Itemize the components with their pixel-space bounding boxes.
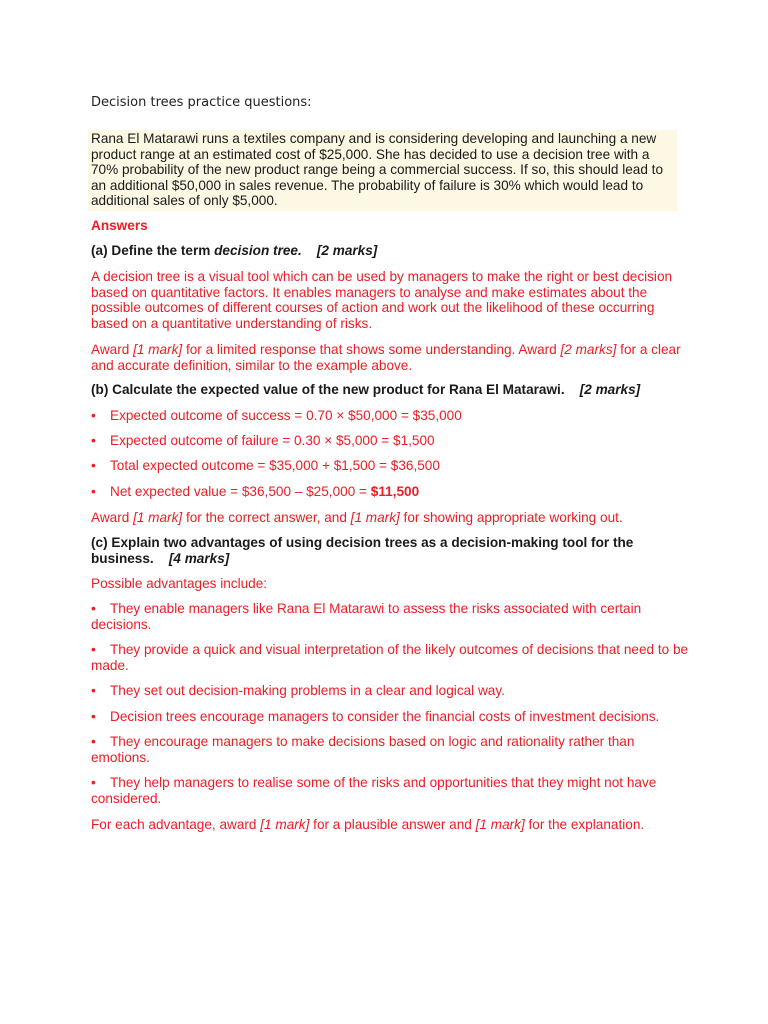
answers-heading: Answers: [91, 218, 148, 233]
list-item-text: They provide a quick and visual interpretation of the likely outcomes of decisions that need to be made.: [91, 642, 689, 673]
question-c-line2: [91, 551, 691, 567]
list-item-text: Total expected outcome = $35,000 + $1,500 = $36,500: [110, 458, 440, 473]
bullet-icon: •: [91, 734, 96, 749]
bullet-icon: •: [91, 775, 96, 790]
question-c-line2-text: business.: [91, 551, 154, 566]
page-title: Decision trees practice questions:: [91, 95, 312, 110]
net-value: $11,500: [370, 484, 420, 499]
award-a-mark2: [2 marks]: [560, 342, 617, 357]
award-a-text2: for a limited response that shows some understanding. Award: [182, 342, 561, 357]
bullet-icon: •: [91, 433, 96, 448]
list-item: [91, 408, 691, 424]
list-item: [91, 433, 691, 449]
award-c-text1: For each advantage, award: [91, 817, 261, 832]
award-a-mark1: [1 mark]: [133, 342, 183, 357]
list-item-text: They set out decision-making problems in a clear and logical way.: [110, 683, 505, 698]
award-c: [91, 817, 691, 833]
question-c-line1: (c) Explain two advantages of using decision trees as a decision-making tool for the: [91, 535, 634, 550]
award-b-text3: for showing appropriate working out.: [399, 510, 623, 525]
bullet-icon: •: [91, 601, 96, 616]
bullet-icon: •: [91, 683, 96, 698]
question-a-marks: [2 marks]: [316, 243, 378, 258]
list-item-text: Expected outcome of failure = 0.30 × $5,000 = $1,500: [110, 433, 435, 448]
award-b-mark1: [1 mark]: [133, 510, 183, 525]
award-c-text2: for a plausible answer and: [309, 817, 476, 832]
question-c-marks: [4 marks]: [168, 551, 230, 566]
bullet-icon: •: [91, 484, 96, 499]
award-a: [91, 342, 691, 373]
list-item: [91, 683, 691, 699]
list-item-text: They enable managers like Rana El Matarawi to assess the risks associated with certain decisions.: [91, 601, 642, 632]
list-item-text: Decision trees encourage managers to consider the financial costs of investment decisions.: [110, 709, 660, 724]
award-b: [91, 510, 691, 526]
list-item: [91, 484, 691, 500]
list-item: [91, 775, 691, 806]
question-b-marks: [2 marks]: [579, 382, 641, 397]
award-b-text1: Award: [91, 510, 134, 525]
award-c-text3: for the explanation.: [524, 817, 645, 832]
bullet-icon: •: [91, 709, 96, 724]
question-c: [91, 535, 691, 567]
bullet-icon: •: [91, 408, 96, 423]
award-a-text1: Award: [91, 342, 134, 357]
list-item-text: Expected outcome of success = 0.70 × $50,000 = $35,000: [110, 408, 462, 423]
award-c-mark1: [1 mark]: [260, 817, 310, 832]
question-a-term: decision tree.: [214, 243, 302, 258]
list-item-text: They help managers to realise some of the risks and opportunities that they might not have considered.: [91, 775, 657, 806]
list-item: [91, 601, 691, 632]
award-a-text3: for a clear and accurate definition, similar to the example above.: [91, 342, 681, 373]
list-item-text: They encourage managers to make decisions based on logic and rationality rather than emotions.: [91, 734, 635, 765]
question-a-prefix: (a) Define the term: [91, 243, 215, 258]
list-item: [91, 458, 691, 474]
award-b-mark2: [1 mark]: [350, 510, 400, 525]
list-item: [91, 709, 691, 725]
bullet-icon: •: [91, 642, 96, 657]
list-item-text: Net expected value = $36,500 – $25,000 =: [110, 484, 371, 499]
list-item: [91, 642, 691, 673]
bullet-icon: •: [91, 458, 96, 473]
advantages-intro: Possible advantages include:: [91, 576, 268, 591]
question-b: [91, 382, 640, 398]
award-b-text2: for the correct answer, and: [182, 510, 351, 525]
list-item: [91, 734, 691, 765]
scenario-text: Rana El Matarawi runs a textiles company and is considering developing and launching a new product range at an estimated cost of $25,000. She has decided to use a decision tree with a 70% probability of the new product range being a commercial success. If so, this should lead to an additional $50,000 in sales revenue. The probability of failure is 30% which would lead to additional sales of only $5,000.: [88, 130, 677, 211]
award-c-mark2: [1 mark]: [475, 817, 525, 832]
answer-a: A decision tree is a visual tool which can be used by managers to make the right or best decision based on quantitative factors. It enables managers to analyse and make estimates about the possible outcomes of different courses of action and work out the likelihood of these occurring based on a quantitative understanding of risks.: [91, 269, 673, 331]
question-b-text: (b) Calculate the expected value of the new product for Rana El Matarawi.: [91, 382, 565, 397]
question-a: [91, 243, 377, 259]
